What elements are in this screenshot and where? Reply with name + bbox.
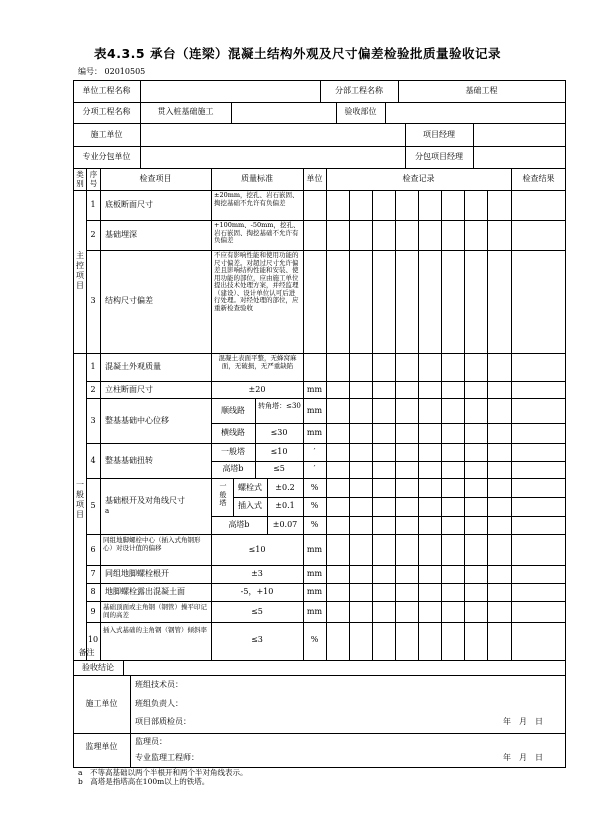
row-line	[86, 478, 566, 479]
general-sub-value: ±0.07	[272, 520, 298, 529]
main-row-standard: ±20mm，挖孔、岩石嵌固、掏挖基础不允许有负偏差	[214, 191, 299, 207]
general-sub-unit: ′	[313, 464, 316, 473]
general-row-unit: mm	[306, 569, 323, 578]
general-sub-label: 高塔b	[228, 520, 250, 529]
col-line	[385, 102, 386, 123]
sub-project-label: 分部工程名称	[335, 86, 383, 95]
general-sub-label: 一般塔	[221, 447, 245, 456]
general-row-item: 整基基础扭转	[105, 456, 153, 465]
col-no: 序号	[89, 170, 98, 188]
footnote: b 高塔是指塔高在100m以上的铁塔。	[78, 777, 210, 786]
row-line	[73, 675, 566, 676]
general-sub-unit: mm	[306, 428, 323, 437]
main-row-item: 底板断面尺寸	[105, 200, 153, 209]
general-row-item: 混凝土外观质量	[105, 362, 161, 371]
general-row-unit: mm	[306, 545, 323, 554]
general-sub-label: 顺线路	[221, 406, 245, 415]
acceptance-form-table	[73, 80, 566, 768]
construction-sign-label: 施工单位	[85, 699, 118, 708]
row-line	[211, 461, 566, 462]
acceptance-conclusion-label: 验收结论	[82, 663, 114, 672]
col-line	[231, 102, 232, 123]
row-line	[86, 601, 566, 602]
row-line	[86, 622, 566, 623]
general-row-no: 8	[90, 587, 96, 596]
row-line	[73, 168, 566, 169]
sub-contract-manager-label: 分包项目经理	[415, 152, 463, 161]
general-sub-value: 转角塔：≤30	[258, 402, 301, 410]
general-sub-unit: mm	[306, 406, 323, 415]
general-row-standard: ≤3	[251, 635, 263, 644]
row-line	[211, 423, 566, 424]
general-row-no: 9	[90, 607, 96, 616]
row-line	[73, 123, 566, 124]
construction-sign-date: 年 月 日	[503, 717, 543, 726]
general-row-item: 同组地脚螺栓中心（插入式角钢形心）对设计值的偏移	[103, 536, 201, 552]
supervision-sign-date: 年 月 日	[503, 753, 543, 762]
general-row-standard: ±3	[251, 569, 263, 578]
col-line	[130, 675, 131, 767]
col-result: 检查结果	[522, 174, 555, 183]
col-line	[372, 190, 373, 660]
general-row-standard: ±20	[248, 385, 266, 394]
supervision-sign-label: 监理单位	[85, 742, 118, 751]
col-line	[418, 190, 419, 660]
general-row-no: 3	[90, 416, 96, 425]
main-row-no: 1	[90, 200, 96, 209]
general-sub-label: 螺栓式	[238, 483, 262, 492]
item-project-value: 贯入桩基础施工	[157, 107, 214, 116]
row-line	[86, 381, 566, 382]
general-row-item: 基础顶面或主角钢（钢管）操平印记间的高差	[103, 603, 207, 619]
col-line	[511, 168, 512, 660]
row-line	[86, 565, 566, 566]
col-line	[441, 190, 442, 660]
col-record: 检查记录	[402, 174, 435, 183]
general-row-no: 7	[90, 569, 96, 578]
col-line	[395, 190, 396, 660]
construction-sign-line: 项目部质检员：	[135, 717, 191, 726]
general-row-no: 10	[87, 635, 99, 644]
row-line	[73, 146, 566, 147]
main-row-item: 基础埋深	[105, 230, 137, 239]
page-title: 表4.3.5 承台（连梁）混凝土结构外观及尺寸偏差检验批质量验收记录	[94, 46, 501, 61]
form-code: 编号： 02010505	[78, 67, 146, 76]
row-line	[73, 733, 566, 734]
col-line	[100, 168, 101, 660]
general-row-unit: mm	[306, 607, 323, 616]
col-standard: 质量标准	[241, 174, 273, 183]
row-line	[86, 583, 566, 584]
col-line	[140, 80, 141, 168]
general-row-item: 基础根开及对角线尺寸	[105, 496, 185, 505]
main-row-standard: +100mm、-50mm，挖孔、岩石嵌固、掏挖基础不允许有负偏差	[214, 221, 300, 244]
general-row-item: 同组地脚螺栓根开	[105, 569, 169, 578]
supervision-sign-line: 监理员：	[135, 737, 167, 746]
col-line	[464, 190, 465, 660]
sub-project-value: 基础工程	[465, 86, 498, 95]
general-row-no: 2	[90, 385, 96, 394]
footnotes	[78, 768, 247, 786]
remarks-label: 备注	[78, 648, 95, 657]
general-row-no: 4	[90, 456, 96, 465]
col-category: 类别	[76, 170, 84, 188]
col-line	[473, 123, 474, 168]
row-line	[86, 398, 566, 399]
general-label: 一般项目	[76, 480, 84, 519]
general-sub-unit: %	[310, 520, 319, 529]
row-line	[73, 353, 566, 354]
general-row-item: 地脚螺栓露出混凝土面	[105, 587, 185, 596]
general-row-item-sup: a	[105, 507, 110, 515]
col-item: 检查项目	[139, 174, 172, 183]
main-control-label: 主控项目	[76, 251, 84, 290]
row-line	[211, 516, 566, 517]
general-row-unit: mm	[306, 385, 323, 394]
general-sub-value: ≤10	[270, 447, 288, 456]
general-row-item: 立柱断面尺寸	[105, 385, 153, 394]
col-line	[123, 660, 124, 675]
general-row-standard: ≤5	[251, 607, 263, 616]
general-row-no: 5	[90, 501, 96, 510]
construction-sign-line: 班组技术员：	[135, 680, 183, 689]
general-sub-label: 高塔b	[222, 464, 244, 473]
main-row-no: 3	[90, 296, 96, 305]
general-row-unit: %	[310, 635, 319, 644]
general-row-no: 6	[90, 545, 96, 554]
general-row-item: 整基基础中心位移	[105, 416, 169, 425]
supervision-sign-line: 专业监理工程师：	[135, 753, 199, 762]
row-line	[73, 660, 566, 661]
sub-contract-unit-label: 专业分包单位	[82, 152, 131, 161]
general-row-standard: ≤10	[248, 545, 266, 554]
row-line	[233, 497, 566, 498]
footnote: a 不等高基础以两个半根开和两个半对角线表示。	[78, 768, 248, 777]
col-line	[487, 190, 488, 660]
row-line	[73, 190, 566, 191]
general-row-standard: 混凝土表面平整，无蜂窝麻面，无破损，无严重缺陷	[218, 354, 297, 370]
main-row-standard: 不应有影响性能和使用功能的尺寸偏差。对超过尺寸允许偏差且影响结构性能和安装、使用功能的部位，应由施工单位提出技术处理方案，并经监理（建设）、设计单位认可后进行处理。对经处理的部位，应重新检查验收	[214, 251, 299, 312]
row-line	[73, 102, 566, 103]
construction-unit-label: 施工单位	[90, 130, 123, 139]
general-row-standard: -5，+10	[240, 587, 274, 596]
general-row-no: 1	[90, 362, 96, 371]
main-row-no: 2	[90, 230, 96, 239]
row-line	[86, 220, 566, 221]
general-group-label: 一般塔	[219, 482, 227, 507]
item-project-label: 分项工程名称	[82, 107, 131, 116]
general-sub-unit: ′	[313, 447, 316, 456]
general-sub-label: 插入式	[238, 501, 262, 510]
general-sub-value: ≤30	[270, 428, 288, 437]
construction-sign-line: 班组负责人：	[135, 699, 183, 708]
col-line	[326, 168, 327, 660]
main-row-item: 结构尺寸偏差	[105, 296, 153, 305]
general-sub-value: ±0.2	[275, 483, 295, 492]
col-line	[349, 190, 350, 660]
general-sub-value: ≤5	[273, 464, 285, 473]
acceptance-part-label: 验收部位	[344, 107, 377, 116]
project-manager-label: 项目经理	[423, 130, 455, 139]
general-sub-unit: %	[310, 501, 319, 510]
general-sub-unit: %	[310, 483, 319, 492]
row-line	[86, 250, 566, 251]
row-line	[86, 443, 566, 444]
row-line	[86, 534, 566, 535]
col-unit: 单位	[306, 174, 323, 183]
unit-project-label: 单位工程名称	[82, 86, 131, 95]
general-sub-value: ±0.1	[275, 501, 295, 510]
general-row-unit: mm	[306, 587, 323, 596]
general-sub-label: 横线路	[221, 428, 245, 437]
general-row-item: 插入式基础的主角钢（钢管）倾斜率	[103, 626, 207, 634]
